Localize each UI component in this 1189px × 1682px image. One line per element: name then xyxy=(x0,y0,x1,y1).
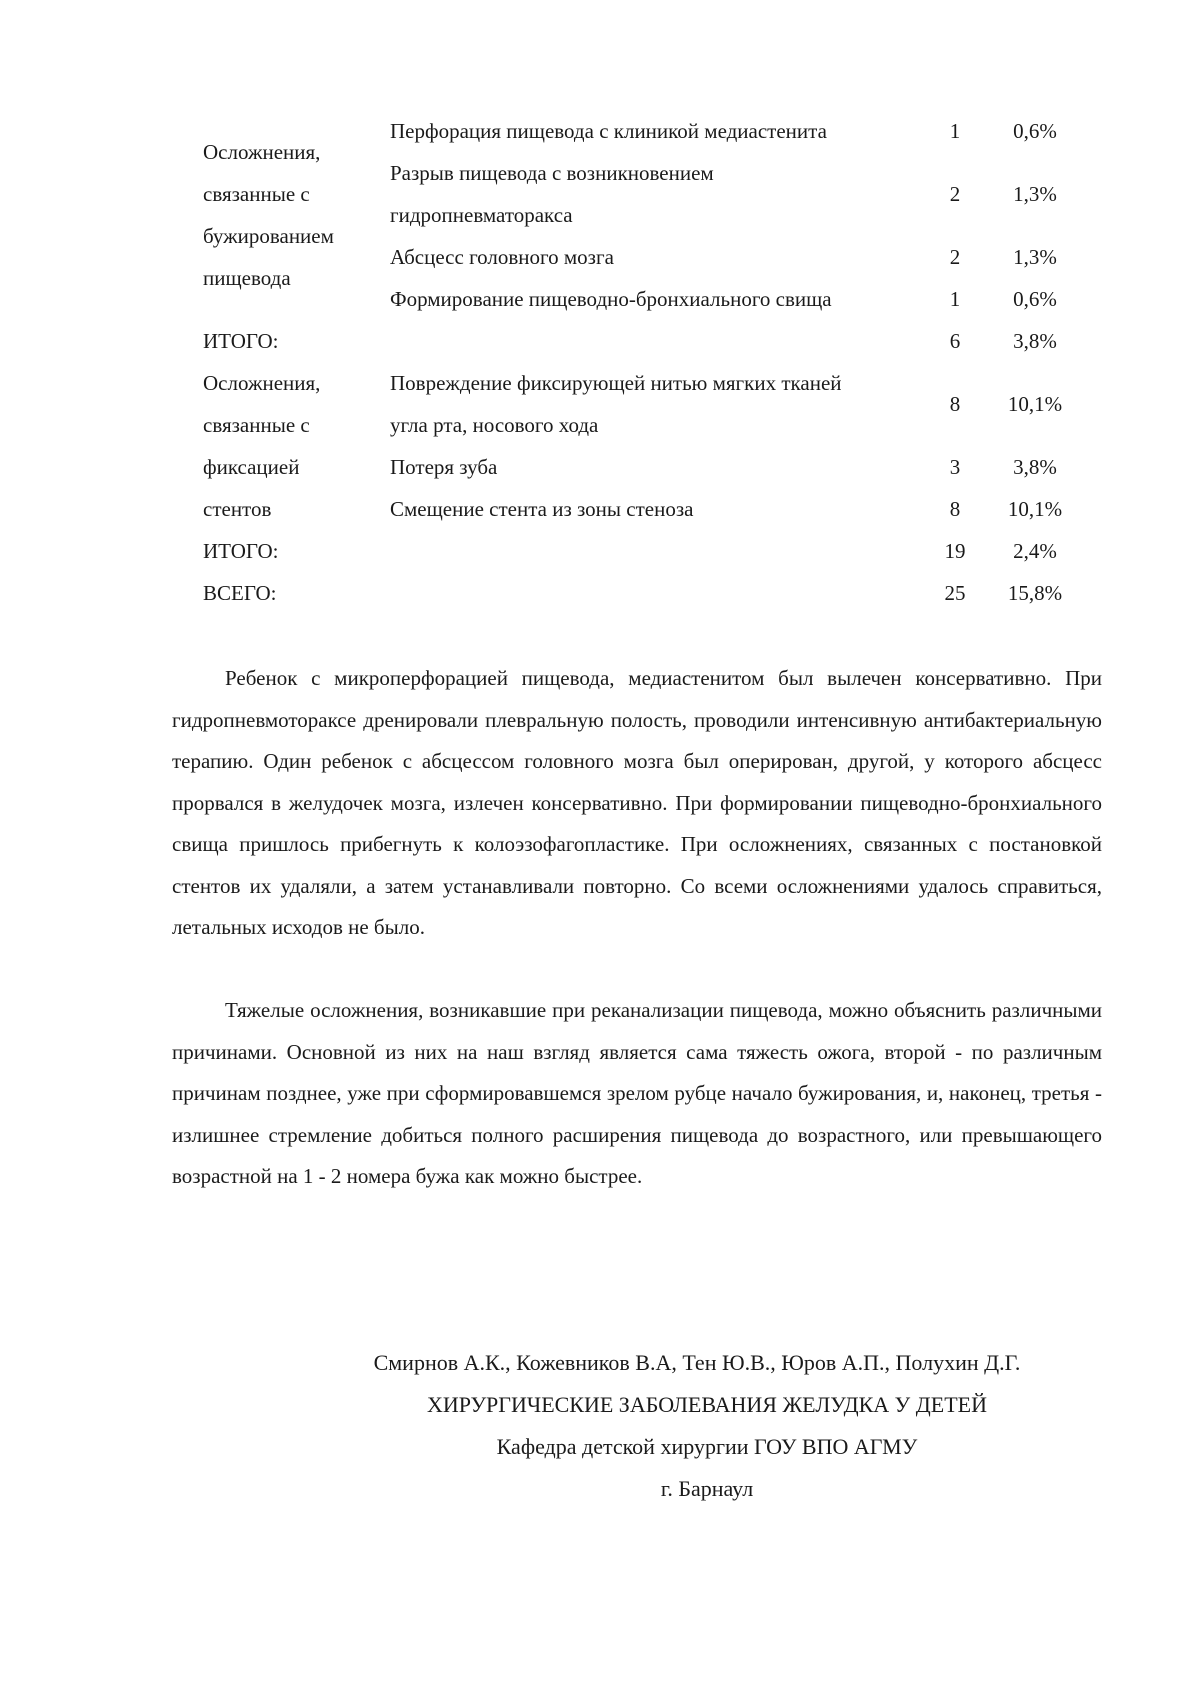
subtotal-percent: 2,4% xyxy=(1013,539,1057,563)
article-authors: Смирнов А.К., Кожевников В.А, Тен Ю.В., Юров А.П., Полухин Д.Г. xyxy=(373,1350,1021,1375)
row-description-cont: угла рта, носового хода xyxy=(390,413,599,437)
row-description: Повреждение фиксирующей нитью мягких тканей xyxy=(390,371,842,395)
row-description-cont: гидропневматоракса xyxy=(390,203,573,227)
subtotal-percent: 3,8% xyxy=(1013,329,1057,353)
article-city: г. Барнаул xyxy=(660,1476,754,1501)
row-count: 8 xyxy=(949,392,961,416)
row-description: Формирование пищеводно-бронхиального свища xyxy=(390,287,832,311)
category-bougienage xyxy=(203,131,383,299)
row-description: Смещение стента из зоны стеноза xyxy=(390,497,694,521)
subtotal-count: 19 xyxy=(944,539,966,563)
row-percent: 0,6% xyxy=(1013,119,1057,143)
grand-total-percent: 15,8% xyxy=(1007,581,1063,605)
row-count: 1 xyxy=(949,287,961,311)
row-percent: 3,8% xyxy=(1013,455,1057,479)
article-affiliation: Кафедра детской хирургии ГОУ ВПО АГМУ xyxy=(496,1434,918,1459)
row-count: 3 xyxy=(949,455,961,479)
row-percent: 10,1% xyxy=(1007,392,1063,416)
category-stent-fixation xyxy=(203,362,383,530)
paragraph-treatment: Ребенок с микроперфорацией пищевода, медиастенитом был вылечен консервативно. При гидропневмотораксе дренировали плевральную полость, проводили интенсивную антибактериальную терапию. Один ребенок с абсцессом головного мозга был оперирован, другой, у которого абсцесс прорвался в желудочек мозга, излечен консервативно. При формировании пищеводно-бронхиального свища пришлось прибегнуть к колоэзофагопластике. При осложнениях, связанных с постановкой стентов их удаляли, а затем устанавливали повторно. Со всеми осложнениями удалось справиться, летальных исходов не было. xyxy=(172,666,1102,939)
category-line: пищевода xyxy=(203,266,291,290)
category-line: связанные с xyxy=(203,182,310,206)
category-line: Осложнения, xyxy=(203,140,321,164)
row-percent: 10,1% xyxy=(1007,497,1063,521)
paragraph-causes: Тяжелые осложнения, возникавшие при реканализации пищевода, можно объяснить различными причинами. Основной из них на наш взгляд является сама тяжесть ожога, второй - по различным причинам позднее, уже при сформировавшемся зрелом рубце начало бужирования, и, наконец, третья - излишнее стремление добиться полного расширения пищевода до возрастного, или превышающего возрастной на 1 - 2 номера бужа как можно быстрее. xyxy=(172,998,1102,1188)
subtotal-label: ИТОГО: xyxy=(203,329,279,353)
row-description: Потеря зуба xyxy=(390,455,498,479)
category-line: связанные с xyxy=(203,413,310,437)
row-count: 1 xyxy=(949,119,961,143)
category-line: Осложнения, xyxy=(203,371,321,395)
row-percent: 1,3% xyxy=(1013,245,1057,269)
row-description: Разрыв пищевода с возникновением xyxy=(390,161,714,185)
subtotal-label: ИТОГО: xyxy=(203,539,279,563)
category-line: фиксацией xyxy=(203,455,300,479)
row-percent: 1,3% xyxy=(1013,182,1057,206)
category-line: стентов xyxy=(203,497,272,521)
row-description: Абсцесс головного мозга xyxy=(390,245,614,269)
grand-total-label: ВСЕГО: xyxy=(203,581,277,605)
category-line: бужированием xyxy=(203,224,334,248)
article-title: ХИРУРГИЧЕСКИЕ ЗАБОЛЕВАНИЯ ЖЕЛУДКА У ДЕТЕЙ xyxy=(427,1392,987,1417)
row-percent: 0,6% xyxy=(1013,287,1057,311)
row-count: 2 xyxy=(949,245,961,269)
row-count: 2 xyxy=(949,182,961,206)
subtotal-count: 6 xyxy=(949,329,961,353)
grand-total-count: 25 xyxy=(944,581,966,605)
row-count: 8 xyxy=(949,497,961,521)
row-description: Перфорация пищевода с клиникой медиастенита xyxy=(390,119,827,143)
